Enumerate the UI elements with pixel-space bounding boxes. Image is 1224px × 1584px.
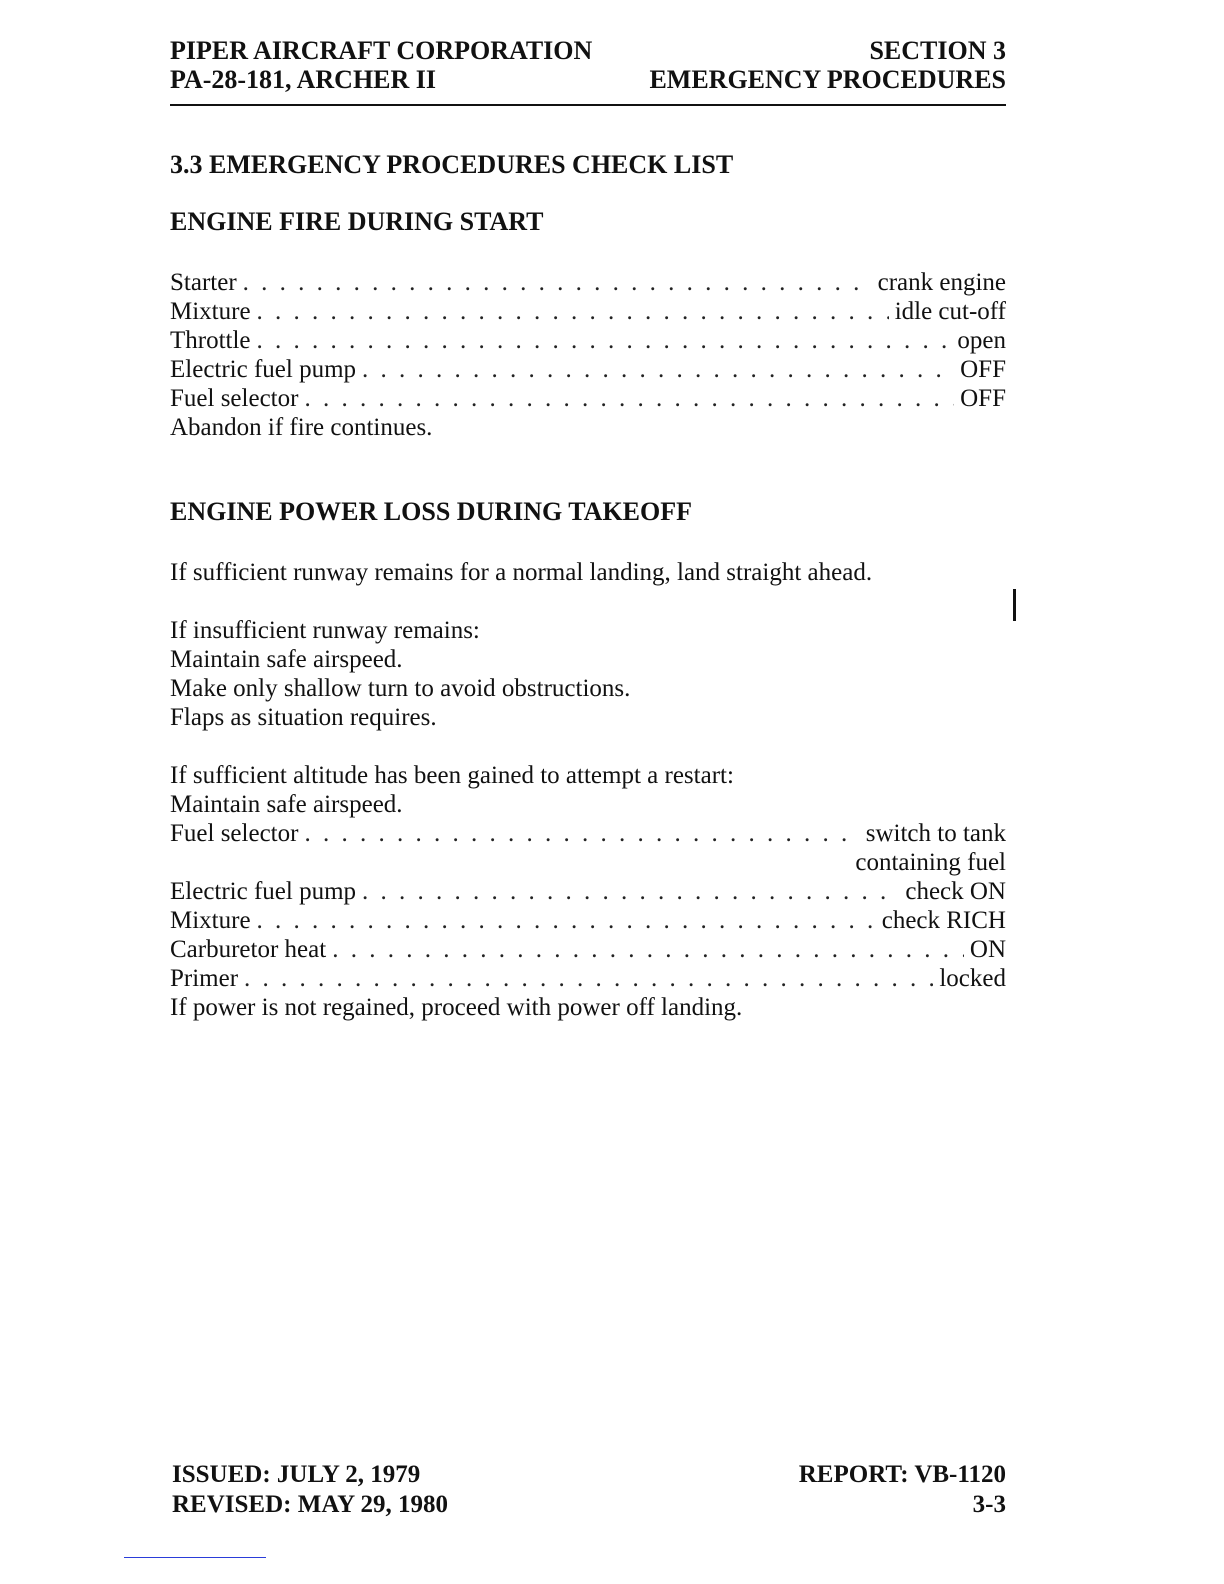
checklist-row — [170, 877, 1006, 906]
procedure-line: Maintain safe airspeed. — [170, 791, 403, 818]
checklist-action: check ON — [905, 878, 1006, 905]
checklist-action: OFF — [960, 356, 1006, 383]
dot-leader — [257, 297, 889, 326]
procedure-line: Make only shallow turn to avoid obstructions. — [170, 675, 631, 702]
dot-leader — [304, 819, 859, 848]
report-number: REPORT: VB-1120 — [798, 1461, 1006, 1488]
issued-date: ISSUED: JULY 2, 1979 — [172, 1461, 421, 1488]
procedure-line: Maintain safe airspeed. — [170, 646, 403, 673]
checklist-item: Mixture — [170, 907, 251, 934]
manual-page — [170, 36, 1006, 1546]
checklist-action: check RICH — [881, 907, 1006, 934]
checklist-row — [170, 326, 1006, 355]
checklist-row — [170, 384, 1006, 413]
dot-leader — [243, 268, 872, 297]
dot-leader — [244, 964, 933, 993]
aircraft-model: PA-28-181, ARCHER II — [170, 65, 437, 94]
dot-leader — [362, 877, 899, 906]
checklist-action: locked — [939, 965, 1006, 992]
procedure-line: If insufficient runway remains: — [170, 617, 480, 644]
header-right — [649, 36, 1006, 94]
checklist-heading: 3.3 EMERGENCY PROCEDURES CHECK LIST — [170, 150, 734, 179]
checklist-item: Fuel selector — [170, 820, 299, 847]
dot-leader — [257, 906, 876, 935]
engine-fire-heading: ENGINE FIRE DURING START — [170, 207, 544, 236]
checklist-item: Primer — [170, 965, 239, 992]
dot-leader — [332, 935, 964, 964]
checklist-row — [170, 906, 1006, 935]
checklist-action: idle cut-off — [894, 298, 1006, 325]
checklist-action: open — [957, 327, 1006, 354]
checklist-action: crank engine — [877, 269, 1006, 296]
dot-leader — [257, 326, 952, 355]
header-left — [170, 36, 592, 94]
checklist-action: switch to tank — [865, 820, 1006, 847]
checklist-item: Carburetor heat — [170, 936, 327, 963]
page-number: 3-3 — [972, 1491, 1006, 1518]
checklist-row — [170, 297, 1006, 326]
section-number: SECTION 3 — [869, 36, 1006, 65]
power-loss-procedure — [170, 558, 1006, 1022]
sufficient-runway-text: If sufficient runway remains for a normal landing, land straight ahead. — [170, 559, 873, 586]
checklist-row — [170, 268, 1006, 297]
engine-fire-checklist — [170, 268, 1006, 442]
checklist-item: Fuel selector — [170, 385, 299, 412]
checklist-row — [170, 964, 1006, 993]
procedure-line: Flaps as situation requires. — [170, 704, 437, 731]
checklist-row — [170, 935, 1006, 964]
checklist-action-continued: containing fuel — [855, 849, 1006, 876]
section-name: EMERGENCY PROCEDURES — [649, 65, 1006, 94]
checklist-action: ON — [969, 936, 1006, 963]
checklist-row — [170, 819, 1006, 848]
revision-change-bar — [1013, 589, 1016, 621]
bottom-rule — [124, 1557, 266, 1558]
checklist-item: Throttle — [170, 327, 251, 354]
engine-fire-note: Abandon if fire continues. — [170, 414, 433, 441]
revised-date: REVISED: MAY 29, 1980 — [172, 1491, 448, 1518]
checklist-item: Electric fuel pump — [170, 878, 357, 905]
power-loss-heading: ENGINE POWER LOSS DURING TAKEOFF — [170, 497, 693, 526]
checklist-row — [170, 355, 1006, 384]
power-off-landing-note: If power is not regained, proceed with power off landing. — [170, 994, 743, 1021]
checklist-item: Electric fuel pump — [170, 356, 357, 383]
footer-left — [172, 1460, 448, 1520]
dot-leader — [362, 355, 954, 384]
dot-leader — [304, 384, 954, 413]
procedure-line: If sufficient altitude has been gained to attempt a restart: — [170, 762, 734, 789]
page-header — [170, 36, 1006, 106]
checklist-item: Starter — [170, 269, 237, 296]
checklist-action: OFF — [960, 385, 1006, 412]
checklist-item: Mixture — [170, 298, 251, 325]
company-name: PIPER AIRCRAFT CORPORATION — [170, 36, 593, 65]
footer-right — [799, 1460, 1006, 1520]
